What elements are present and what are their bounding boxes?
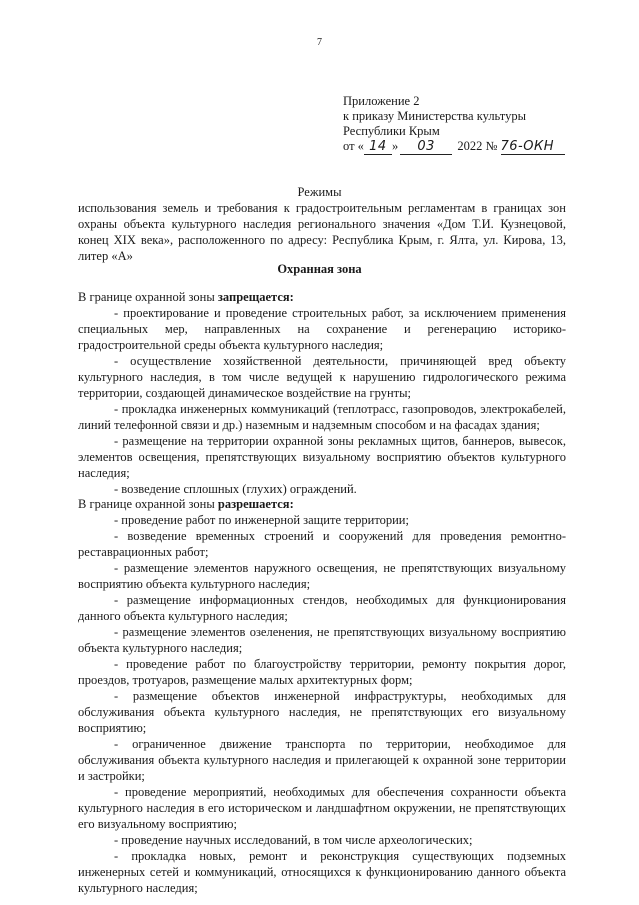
prohibited-section [78,289,566,497]
page-number: 7 [317,37,322,48]
annex-ministry: Республики Крым [343,124,440,138]
date-day: 14 [364,139,392,155]
date-year: 2022 № [457,139,498,153]
prohibited-heading-bold: запрещается: [217,290,294,304]
allowed-item: - проведение научных исследований, в том числе археологических; [114,833,473,847]
prohibited-item: - возведение сплошных (глухих) ограждений. [114,482,357,496]
annex-order-ref: к приказу Министерства культуры [343,109,526,123]
prohibited-heading [78,289,566,305]
prohibited-list [78,305,566,497]
allowed-heading-bold: разрешается: [217,497,294,511]
allowed-item: - прокладка новых, ремонт и реконструкция существующих подземных инженерных сетей и коммуникаций, относящихся к функционированию данного объекта культурного наследия; [78,849,566,895]
allowed-list [78,512,566,896]
allowed-item: - проведение работ по благоустройству территории, ремонту покрытия дорог, проездов, тротуаров, размещение малых архитектурных форм; [78,657,566,687]
prohibited-heading-prefix: В границе охранной зоны [78,290,218,304]
allowed-section [78,496,566,896]
prohibited-item: - осуществление хозяйственной деятельности, причиняющей вред объекту культурного наследия, в том числе ведущей к нарушению гидрологического режима территории, создающей динамическое воздействие на грунты; [78,354,566,400]
allowed-item: - проведение работ по инженерной защите территории; [114,513,409,527]
intro-paragraph [78,200,566,264]
order-number: 76-ОКН [501,139,565,155]
allowed-heading-prefix: В границе охранной зоны [78,497,218,511]
prohibited-item: - прокладка инженерных коммуникаций (теплотрасс, газопроводов, электрокабелей, линий телефонной связи и др.) наземным и надземным способом и на фасадах здания; [78,402,566,432]
date-month: 03 [400,139,452,155]
allowed-heading [78,496,566,512]
annex-header [343,94,565,155]
allowed-item: - размещение элементов озеленения, не препятствующих визуальному восприятию объекта культурного наследия; [78,625,566,655]
regimes-title: Режимы [297,185,342,199]
allowed-item: - размещение объектов инженерной инфраструктуры, необходимых для обслуживания объекта культурного наследия, не препятствующих его визуальному восприятию; [78,689,566,735]
intro-text: использования земель и требования к градостроительным регламентам в границах зон охраны объекта культурного наследия регионального значения «Дом Т.И. Кузнецовой, конец XIX века», расположенного по адресу: Республика Крым, г. Ялта, ул. Кирова, 13, литер «А» [78,201,566,263]
zone-title: Охранная зона [277,262,362,276]
allowed-item: - ограниченное движение транспорта по территории, необходимое для обслуживания объекта культурного наследия и прилегающей к охранной зоне территории и застройки; [78,737,566,783]
annex-date-line [343,139,565,155]
allowed-item: - проведение мероприятий, необходимых для обеспечения сохранности объекта культурного наследия в его историческом и ландшафтном окружении, не препятствующих его визуальному восприятию; [78,785,566,831]
date-prefix: от « [343,139,364,153]
prohibited-item: - размещение на территории охранной зоны рекламных щитов, баннеров, вывесок, элементов освещения, препятствующих визуальному восприятию объектов культурного наследия; [78,434,566,480]
prohibited-item: - проектирование и проведение строительных работ, за исключением применения специальных мер, направленных на сохранение и регенерацию историко-градостроительной среды объекта культурного наследия; [78,306,566,352]
allowed-item: - возведение временных строений и сооружений для проведения ремонтно-реставрационных работ; [78,529,566,559]
allowed-item: - размещение элементов наружного освещения, не препятствующих визуальному восприятию объекта культурного наследия; [78,561,566,591]
allowed-item: - размещение информационных стендов, необходимых для функционирования данного объекта культурного наследия; [78,593,566,623]
annex-title: Приложение 2 [343,94,420,108]
date-mid: » [391,139,399,153]
